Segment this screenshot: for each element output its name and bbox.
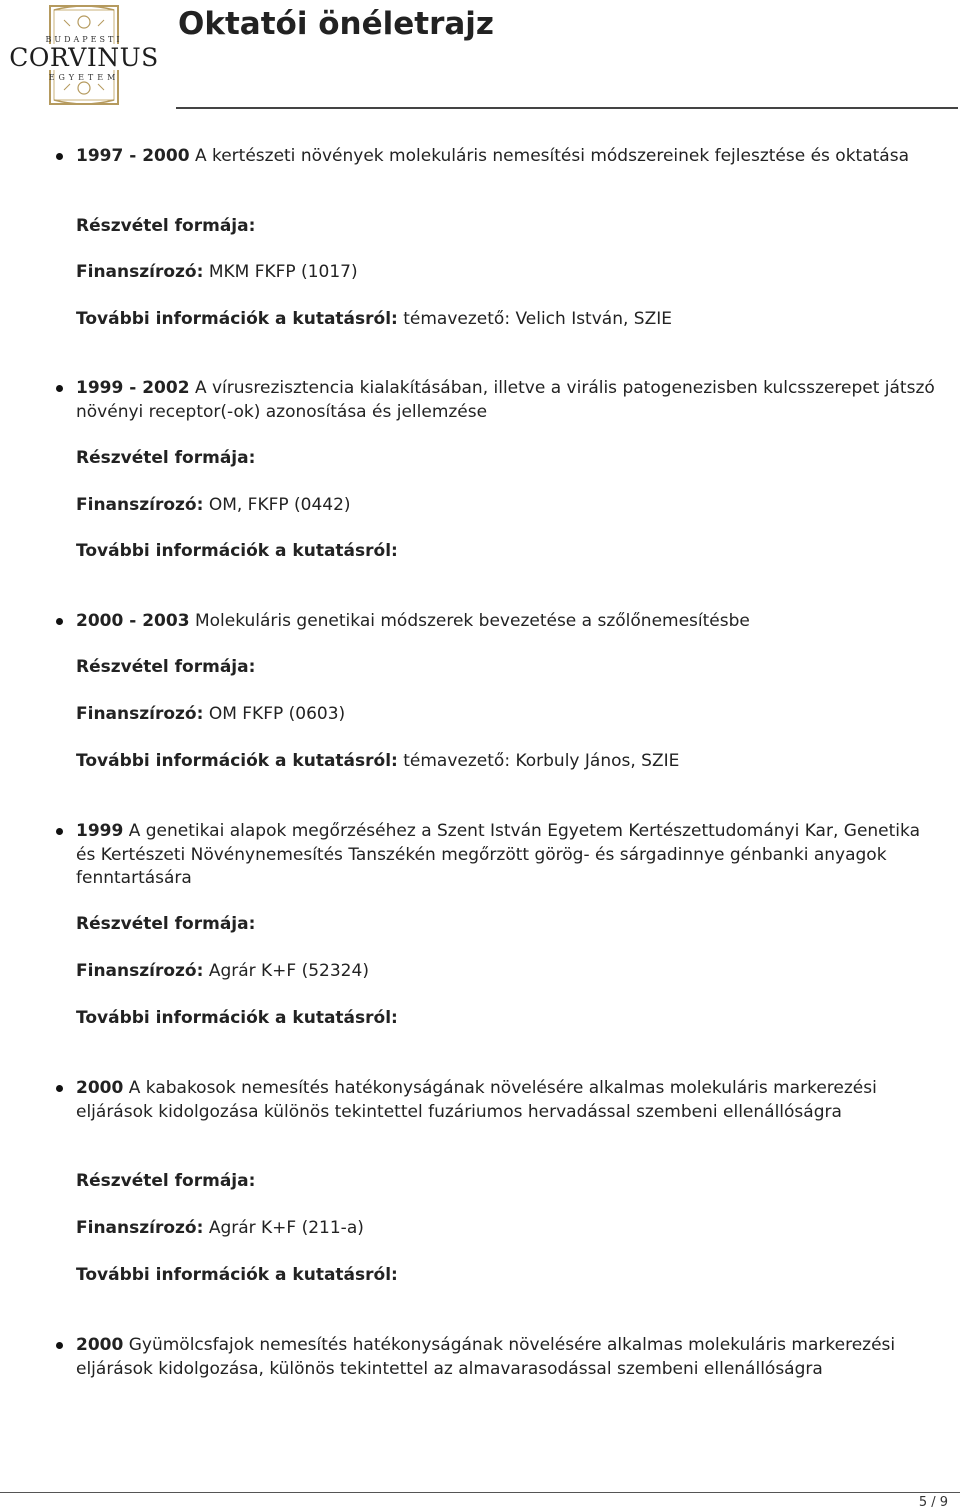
entry-heading	[76, 1077, 936, 1124]
page-number: 5 / 9	[918, 1495, 948, 1510]
logo-bottom-text: EGYETEM	[48, 73, 120, 82]
more-info-label: További információk a kutatásról:	[76, 1008, 398, 1028]
funder-field	[76, 703, 936, 727]
bullet-icon	[56, 1085, 63, 1092]
page-title: Oktatói önéletrajz	[178, 6, 494, 42]
bullet-icon	[56, 1342, 63, 1349]
entry-title: Molekuláris genetikai módszerek bevezetése a szőlőnemesítésbe	[194, 611, 750, 631]
more-info-label: További információk a kutatásról:	[76, 309, 398, 329]
entry-year: 1997 - 2000	[76, 146, 190, 166]
more-info-field	[76, 308, 936, 332]
entry-title: A genetikai alapok megőrzéséhez a Szent István Egyetem Kertészettudományi Kar, Genetika és Kertészeti Növénynemesítés Tanszékén megőrzött görög- és sárgadinnye génbanki anyagok fenntartására	[76, 821, 920, 888]
entry-title: Gyümölcsfajok nemesítés hatékonyságának növelésére alkalmas molekuláris markerezési eljárások kidolgozása, különös tekintettel az almavarasodással szembeni ellenállóságra	[76, 1335, 896, 1379]
corvinus-logo	[4, 4, 164, 106]
participation-field	[76, 1170, 936, 1194]
funder-value: OM FKFP (0603)	[208, 704, 346, 724]
entry-year: 1999	[76, 821, 124, 841]
funder-label: Finanszírozó:	[76, 704, 204, 724]
entry-title: A kertészeti növények molekuláris nemesítési módszereinek fejlesztése és oktatása	[194, 146, 909, 166]
entry-title: A kabakosok nemesítés hatékonyságának növelésére alkalmas molekuláris markerezési eljárások kidolgozása különös tekintettel fuzáriumos hervadással szembeni ellenállóságra	[76, 1078, 877, 1122]
more-info-label: További információk a kutatásról:	[76, 751, 398, 771]
funder-label: Finanszírozó:	[76, 495, 204, 515]
more-info-label: További információk a kutatásról:	[76, 1265, 398, 1285]
funder-field	[76, 1217, 936, 1241]
bullet-icon	[56, 828, 63, 835]
more-info-field	[76, 750, 936, 774]
funder-value: Agrár K+F (211-a)	[208, 1218, 364, 1238]
bullet-icon	[56, 385, 63, 392]
funder-value: MKM FKFP (1017)	[208, 262, 358, 282]
entry-title: A vírusrezisztencia kialakításában, illetve a virális patogenezisben kulcsszerepet játszó növényi receptor(-ok) azonosítása és jellemzése	[76, 378, 935, 422]
entry-year: 2000	[76, 1335, 124, 1355]
participation-label: Részvétel formája:	[76, 448, 256, 468]
funder-label: Finanszírozó:	[76, 262, 204, 282]
bullet-icon	[56, 618, 63, 625]
logo-top-text: BUDAPESTI	[45, 35, 123, 44]
funder-field	[76, 261, 936, 285]
entry-heading	[76, 610, 936, 634]
entry-heading	[76, 145, 936, 169]
participation-label: Részvétel formája:	[76, 914, 256, 934]
participation-label: Részvétel formája:	[76, 657, 256, 677]
more-info-value: témavezető: Korbuly János, SZIE	[403, 751, 680, 771]
more-info-label: További információk a kutatásról:	[76, 541, 398, 561]
participation-field	[76, 215, 936, 239]
bullet-icon	[56, 153, 63, 160]
funder-label: Finanszírozó:	[76, 1218, 204, 1238]
footer-divider	[0, 1492, 960, 1493]
participation-label: Részvétel formája:	[76, 216, 256, 236]
more-info-field	[76, 540, 936, 564]
page-header	[0, 0, 960, 110]
funder-label: Finanszírozó:	[76, 961, 204, 981]
funder-field	[76, 494, 936, 518]
entry-heading	[76, 377, 936, 424]
more-info-field	[76, 1264, 936, 1288]
entry-year: 2000 - 2003	[76, 611, 190, 631]
funder-value: Agrár K+F (52324)	[208, 961, 369, 981]
entry-year: 1999 - 2002	[76, 378, 190, 398]
funder-field	[76, 960, 936, 984]
participation-field	[76, 913, 936, 937]
more-info-value: témavezető: Velich István, SZIE	[403, 309, 672, 329]
participation-label: Részvétel formája:	[76, 1171, 256, 1191]
more-info-field	[76, 1007, 936, 1031]
entry-heading	[76, 1334, 936, 1381]
funder-value: OM, FKFP (0442)	[208, 495, 351, 515]
participation-field	[76, 656, 936, 680]
entry-heading	[76, 820, 936, 891]
participation-field	[76, 447, 936, 471]
entry-year: 2000	[76, 1078, 124, 1098]
header-divider	[176, 107, 958, 109]
logo-name: CORVINUS	[9, 43, 159, 72]
